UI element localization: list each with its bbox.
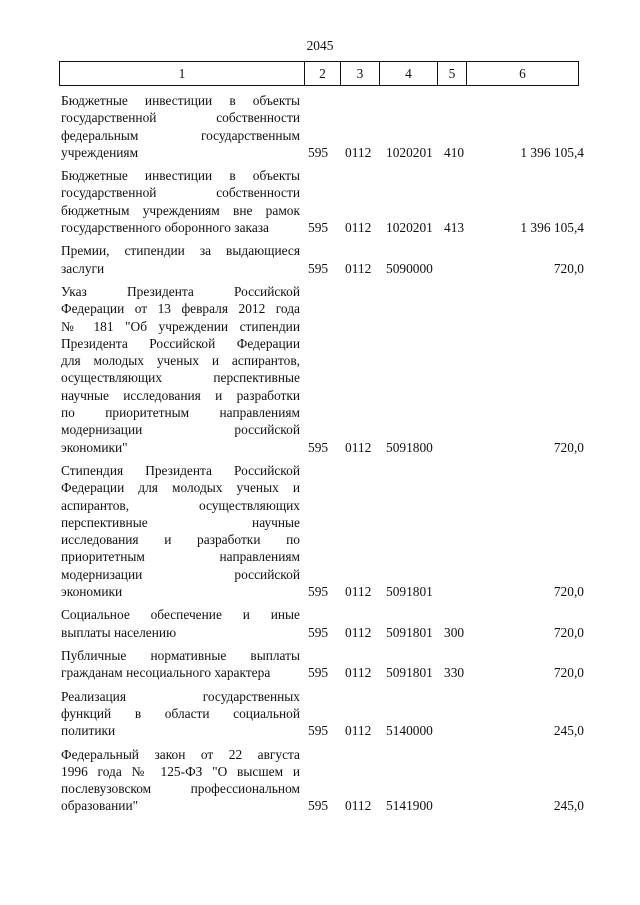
row-description-line: федеральным государственным: [61, 127, 300, 143]
column-header-4: 4: [380, 62, 438, 86]
row-description-line: функций в области социальной: [61, 705, 300, 721]
row-description: [61, 606, 300, 641]
row-amount: 245,0: [553, 798, 584, 814]
row-description-line: государственного оборонного заказа: [61, 220, 270, 236]
row-description-line: послевузовском профессиональном: [61, 781, 300, 797]
table-row: [0, 462, 640, 600]
row-target-code: 5141900: [386, 798, 433, 814]
table-row: [0, 92, 640, 161]
row-description-line: Бюджетные инвестиции в объекты: [61, 93, 300, 108]
row-target-code: 5091800: [386, 439, 433, 455]
row-description-line: Федеральный закон от 22 августа: [61, 746, 300, 762]
row-description-line: государственной собственности: [61, 185, 300, 201]
table-row: [0, 283, 640, 456]
row-target-code: 5091801: [386, 665, 433, 681]
row-ved-code: 595: [308, 584, 329, 600]
row-target-code: 5091801: [386, 624, 433, 640]
column-header-3: 3: [341, 62, 380, 86]
row-description-line: государственной собственности: [61, 110, 300, 126]
column-header-row: [60, 62, 579, 86]
column-header-1: 1: [60, 62, 305, 86]
row-ved-code: 595: [308, 220, 329, 236]
table-row: [0, 746, 640, 815]
row-description: [61, 242, 300, 277]
row-description-line: осуществляющих перспективные: [61, 370, 300, 386]
row-description-line: приоритетным направлениям: [61, 549, 300, 565]
row-description-line: Указ Президента Российской: [61, 284, 300, 299]
row-target-code: 5091801: [386, 584, 433, 600]
row-ved-code: 595: [308, 798, 329, 814]
table-row: [0, 688, 640, 740]
row-description: [61, 746, 300, 815]
row-section-code: 0112: [345, 144, 372, 160]
row-ved-code: 595: [308, 723, 329, 739]
row-description-line: экономики: [61, 584, 123, 600]
row-section-code: 0112: [345, 665, 372, 681]
row-description-line: модернизации российской: [61, 422, 300, 438]
table-row: [0, 167, 640, 236]
row-target-code: 1020201: [386, 144, 433, 160]
row-amount: 1 396 105,4: [520, 144, 584, 160]
table-row: [0, 242, 640, 277]
column-header-table: [59, 61, 579, 86]
row-section-code: 0112: [345, 439, 372, 455]
row-description-line: 1996 года № 125-ФЗ "О высшем и: [61, 763, 300, 779]
row-description-line: № 181 "Об учреждении стипендии: [61, 318, 300, 334]
row-ved-code: 595: [308, 260, 329, 276]
row-description-line: учреждениям: [61, 144, 139, 160]
row-ved-code: 595: [308, 665, 329, 681]
column-header-6: 6: [467, 62, 579, 86]
row-section-code: 0112: [345, 723, 372, 739]
row-target-code: 1020201: [386, 220, 433, 236]
row-section-code: 0112: [345, 220, 372, 236]
row-amount: 720,0: [553, 665, 584, 681]
table-row: [0, 647, 640, 682]
row-description-line: образовании": [61, 798, 139, 814]
row-amount: 1 396 105,4: [520, 220, 584, 236]
row-ved-code: 595: [308, 439, 329, 455]
column-header-2: 2: [305, 62, 341, 86]
row-description-line: перспективные научные: [61, 514, 300, 530]
row-amount: 245,0: [553, 723, 584, 739]
page-number: 2045: [306, 38, 334, 53]
row-description-line: Социальное обеспечение и иные: [61, 607, 300, 623]
row-description: [61, 283, 300, 456]
row-description: [61, 688, 300, 740]
row-ved-code: 595: [308, 624, 329, 640]
row-description-line: исследования и разработки по: [61, 532, 300, 548]
row-ved-code: 595: [308, 144, 329, 160]
row-amount: 720,0: [553, 624, 584, 640]
row-description-line: для молодых ученых и аспирантов,: [61, 353, 300, 369]
row-expense-type-code: 330: [444, 665, 465, 681]
row-description: [61, 167, 300, 236]
row-description-line: Премии, стипендии за выдающиеся: [61, 243, 300, 259]
table-row: [0, 606, 640, 641]
row-description-line: модернизации российской: [61, 566, 300, 582]
row-description: [61, 462, 300, 600]
row-section-code: 0112: [345, 260, 372, 276]
row-description-line: Федерации от 13 февраля 2012 года: [61, 301, 300, 317]
row-description-line: гражданам несоциального характера: [61, 665, 271, 681]
row-target-code: 5090000: [386, 260, 433, 276]
row-description: [61, 647, 300, 682]
column-header-5: 5: [438, 62, 467, 86]
row-section-code: 0112: [345, 584, 372, 600]
row-expense-type-code: 300: [444, 624, 465, 640]
row-description-line: Президента Российской Федерации: [61, 335, 300, 351]
row-description-line: Федерации для молодых ученых и: [61, 480, 300, 496]
row-description-line: Публичные нормативные выплаты: [61, 648, 300, 663]
row-expense-type-code: 413: [444, 220, 465, 236]
row-amount: 720,0: [553, 260, 584, 276]
row-section-code: 0112: [345, 798, 372, 814]
row-description-line: выплаты населению: [61, 624, 177, 640]
row-description-line: по приоритетным направлениям: [61, 405, 300, 421]
row-amount: 720,0: [553, 584, 584, 600]
row-description-line: бюджетным учреждениям вне рамок: [61, 202, 300, 218]
row-description-line: заслуги: [61, 260, 105, 276]
row-description-line: Бюджетные инвестиции в объекты: [61, 168, 300, 184]
row-description-line: политики: [61, 723, 116, 739]
row-section-code: 0112: [345, 624, 372, 640]
row-description-line: экономики": [61, 439, 128, 455]
row-description: [61, 92, 300, 161]
row-target-code: 5140000: [386, 723, 433, 739]
row-description-line: Стипендия Президента Российской: [61, 463, 300, 478]
row-description-line: научные исследования и разработки: [61, 387, 300, 403]
row-description-line: Реализация государственных: [61, 688, 300, 704]
row-description-line: аспирантов, осуществляющих: [61, 497, 300, 513]
row-expense-type-code: 410: [444, 144, 465, 160]
row-amount: 720,0: [553, 439, 584, 455]
